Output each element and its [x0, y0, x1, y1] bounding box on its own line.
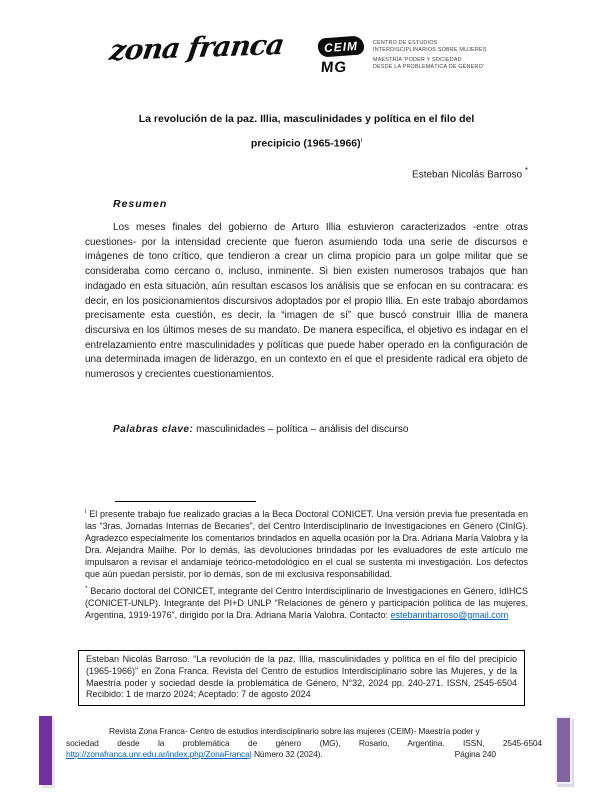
left-purple-bar — [39, 716, 52, 785]
mg-icon: MG — [320, 59, 348, 76]
ceim-caption-line1: CENTRO DE ESTUDIOS — [373, 40, 438, 46]
ceim-caption-line2: INTERDISCIPLINARIOS SOBRE MUJERES — [373, 46, 487, 53]
author-name: Esteban Nicolás Barroso — [412, 169, 523, 181]
footer-line1: Revista Zona Franca- Centro de estudios interdisciplinario sobre las mujeres (CEIM)- Maestría poder y — [109, 726, 480, 736]
footer-line2: sociedad desde la problemática de género (MG), Rosario, Argentina. ISSN, 2545-6504 — [66, 737, 542, 748]
ceim-badges — [318, 37, 364, 76]
ceim-caption-line4: DESDE LA PROBLEMÁTICA DE GÉNERO' — [373, 63, 485, 70]
article-title-line2: precipicio (1965-1966) — [250, 137, 361, 150]
footer-line3-left — [66, 749, 323, 761]
keywords-values: masculinidades – política – análisis del discurso — [196, 424, 409, 435]
page-number: Página 240 — [454, 749, 496, 759]
footer-line3 — [66, 749, 542, 761]
right-purple-bar — [555, 716, 572, 784]
ceim-icon: CEIM — [317, 35, 364, 57]
title-footnote-marker: i — [360, 137, 363, 144]
ceim-caption — [373, 37, 487, 70]
footnote-1 — [85, 506, 528, 581]
footnote-1-text: El presente trabajo fue realizado gracias a la Beca Doctoral CONICET. Una versión previa fue presentada en las “3ras. Jornadas Internas de Becaries”, del Centro Interdisciplinario de Investigaciones en Género (CInIG). Agradezco especialmente los comentarios brindados en aquella ocasión por la Dra. Adriana María Valobra y la Dra. Alejandra Mailhe. Por lo demás, las devoluciones brindadas por les evaluadores de este artículo me impulsaron a revisar el andamiaje teórico-metodológico en el cual se sustenta mi investigación. Los defectos que aún puedan persistir, por lo demás, son de mi exclusiva responsabilidad. — [85, 509, 528, 580]
contact-email-link[interactable]: estebannbarroso@gmail.com — [390, 609, 509, 620]
journal-url-link[interactable]: http://zonafranca.unr.edu.ar/index.php/ZonaFranca| — [66, 749, 252, 759]
abstract-heading: Resumen — [113, 198, 168, 210]
keywords-line — [85, 424, 528, 435]
footnote-2-marker: * — [85, 584, 88, 592]
page-footer — [66, 726, 542, 761]
article-title — [85, 109, 528, 155]
footnote-1-marker: i — [85, 508, 87, 515]
abstract-text: Los meses finales del gobierno de Arturo Illia estuvieron caracterizados -entre otras cuestiones- por la intensidad creciente que fueron asumiendo toda una serie de discursos e imágenes de tono crítico, que tendieron a crear un clima propicio para un golpe militar que se consideraba como cercano o, incluso, inminente. Si bien existen numerosos trabajos que han indagado en esta situación, aún resultan escasos los análisis que se enfocan en su contracara: es decir, en los posicionamientos discursivos adoptados por el propio Illia. En este trabajo abordamos precisamente esta cuestión, es decir, la “imagen de sí” que buscó construir Illia de manera discursiva en los últimos meses de su mandato. De manera específica, el objetivo es indagar en el entrelazamiento entre masculinidades y políticas que puede haber operado en la configuración de una determinada imagen de liderazgo, en un contexto en el que el presidente radical era objeto de numerosos y crecientes cuestionamientos. — [85, 222, 528, 381]
footnote-2-text: Becario doctoral del CONICET, integrante del Centro Interdisciplinario de Investigaciones en Género, IdIHCS (CONICET-UNLP). Integrante del PI+D UNLP “Relaciones de género y participación política de las mujeres, Argentina, 1919-1976”, dirigido por la Dra. Adriana María Valobra. Contacto: — [85, 585, 528, 620]
ceim-caption-line3: MAESTRÍA 'PODER Y SOCIEDAD — [373, 57, 462, 64]
footnotes-section — [85, 506, 528, 621]
citation-box: Esteban Nicolás Barroso. “La revolución de la paz. Illia, masculinidades y política en el filo del precipicio (1965-1966)” en Zona Franca. Revista del Centro de estudios Interdisciplinario sobre las Mujeres, y de la Maestría poder y sociedad desde la problemática de Género, N°32, 2024 pp. 240-271. ISSN, 2545-6504 Recibido: 1 de marzo 2024; Aceptado: 7 de agosto 2024 — [78, 650, 525, 706]
footer-issue: Número 32 (2024). — [253, 749, 323, 759]
footnote-2 — [85, 583, 528, 621]
author-line — [85, 166, 528, 180]
author-footnote-marker: * — [524, 166, 528, 175]
footnote-separator — [115, 501, 256, 502]
keywords-label: Palabras clave: — [113, 424, 194, 435]
zona-franca-logo: zona franca — [107, 27, 286, 67]
ceim-logo-block — [318, 37, 487, 76]
article-title-line1: La revolución de la paz. Illia, masculinidades y política en el filo del — [138, 113, 475, 125]
